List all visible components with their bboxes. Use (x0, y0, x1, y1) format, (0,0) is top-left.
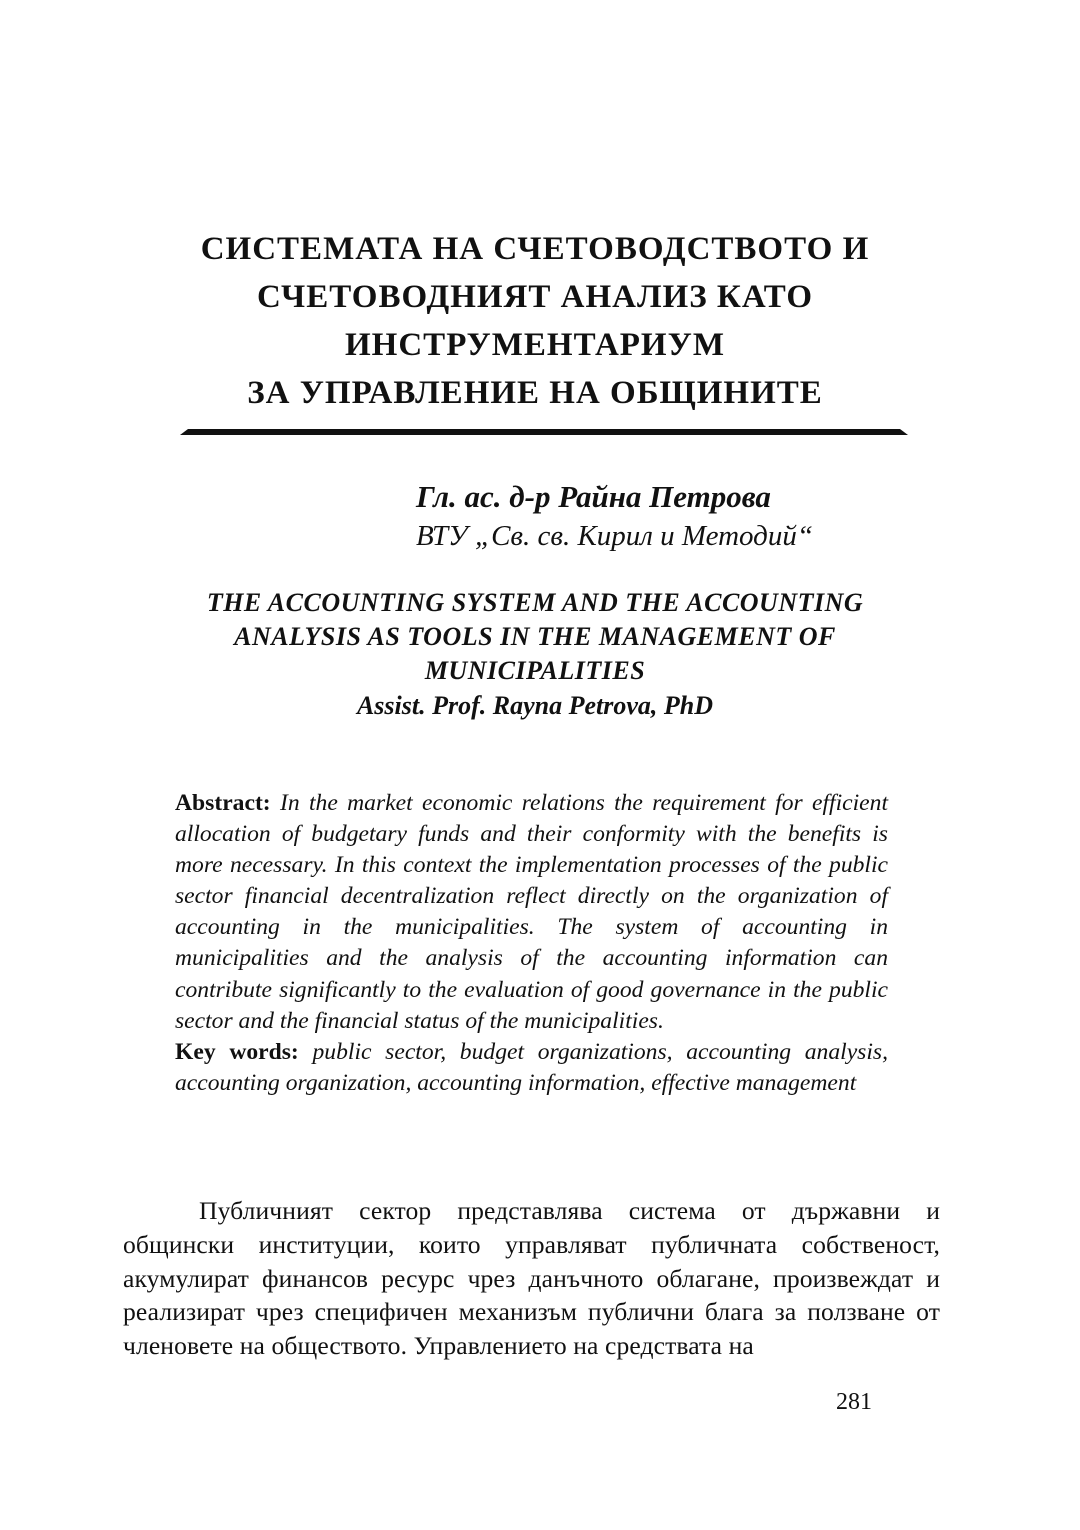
abstract (175, 788, 888, 1099)
title-divider (180, 428, 908, 436)
paper-title (120, 225, 950, 417)
keywords-label: Key words: (175, 1038, 299, 1065)
page-number: 281 (836, 1389, 872, 1415)
abstract-text: In the market economic relations the requirement for efficient allocation of budgetary funds and their conformity with the benefits is more necessary. In this context the implementation processes of the public sector financial decentralization reflect directly on the organization of accounting in the municipalities. The system of accounting in municipalities and the analysis of the accounting information can contribute significantly to the evaluation of good governance in the public sector and the financial status of the municipalities. (175, 790, 888, 1034)
abstract-label: Abstract: (175, 790, 271, 816)
title-line: ИНСТРУМЕНТАРИУМ (345, 327, 725, 363)
keywords (175, 1037, 888, 1099)
author-affiliation: ВТУ „Св. св. Кирил и Методий“ (416, 520, 813, 552)
english-title-line: THE ACCOUNTING SYSTEM AND THE ACCOUNTING (206, 588, 864, 617)
keywords-text: public sector, budget organizations, accounting analysis, accounting organization, accounting information, effective management (175, 1038, 888, 1096)
title-line: СИСТЕМАТА НА СЧЕТОВОДСТВОТО И (200, 231, 870, 267)
english-title-line: ANALYSIS AS TOOLS IN THE MANAGEMENT OF (234, 622, 836, 651)
title-line: ЗА УПРАВЛЕНИЕ НА ОБЩИНИТЕ (247, 375, 823, 411)
abstract-paragraph (175, 788, 888, 1037)
title-line: СЧЕТОВОДНИЯТ АНАЛИЗ КАТО (256, 279, 813, 315)
body-paragraph: Публичният сектор представлява система от държавни и общински институции, които управляват публичната собственост, акумулират финансов ресурс чрез данъчното облагане, произвеждат и реализират чрез специфичен механизъм публични блага за ползване от членовете на обществото. Управлението на средствата на (123, 1196, 940, 1361)
english-title-line: MUNICIPALITIES (424, 656, 646, 685)
english-title-block (100, 586, 970, 723)
english-author: Assist. Prof. Rayna Petrova, PhD (356, 691, 714, 720)
author-name: Гл. ас. д-р Райна Петрова (416, 479, 771, 514)
author-block (416, 477, 1016, 553)
